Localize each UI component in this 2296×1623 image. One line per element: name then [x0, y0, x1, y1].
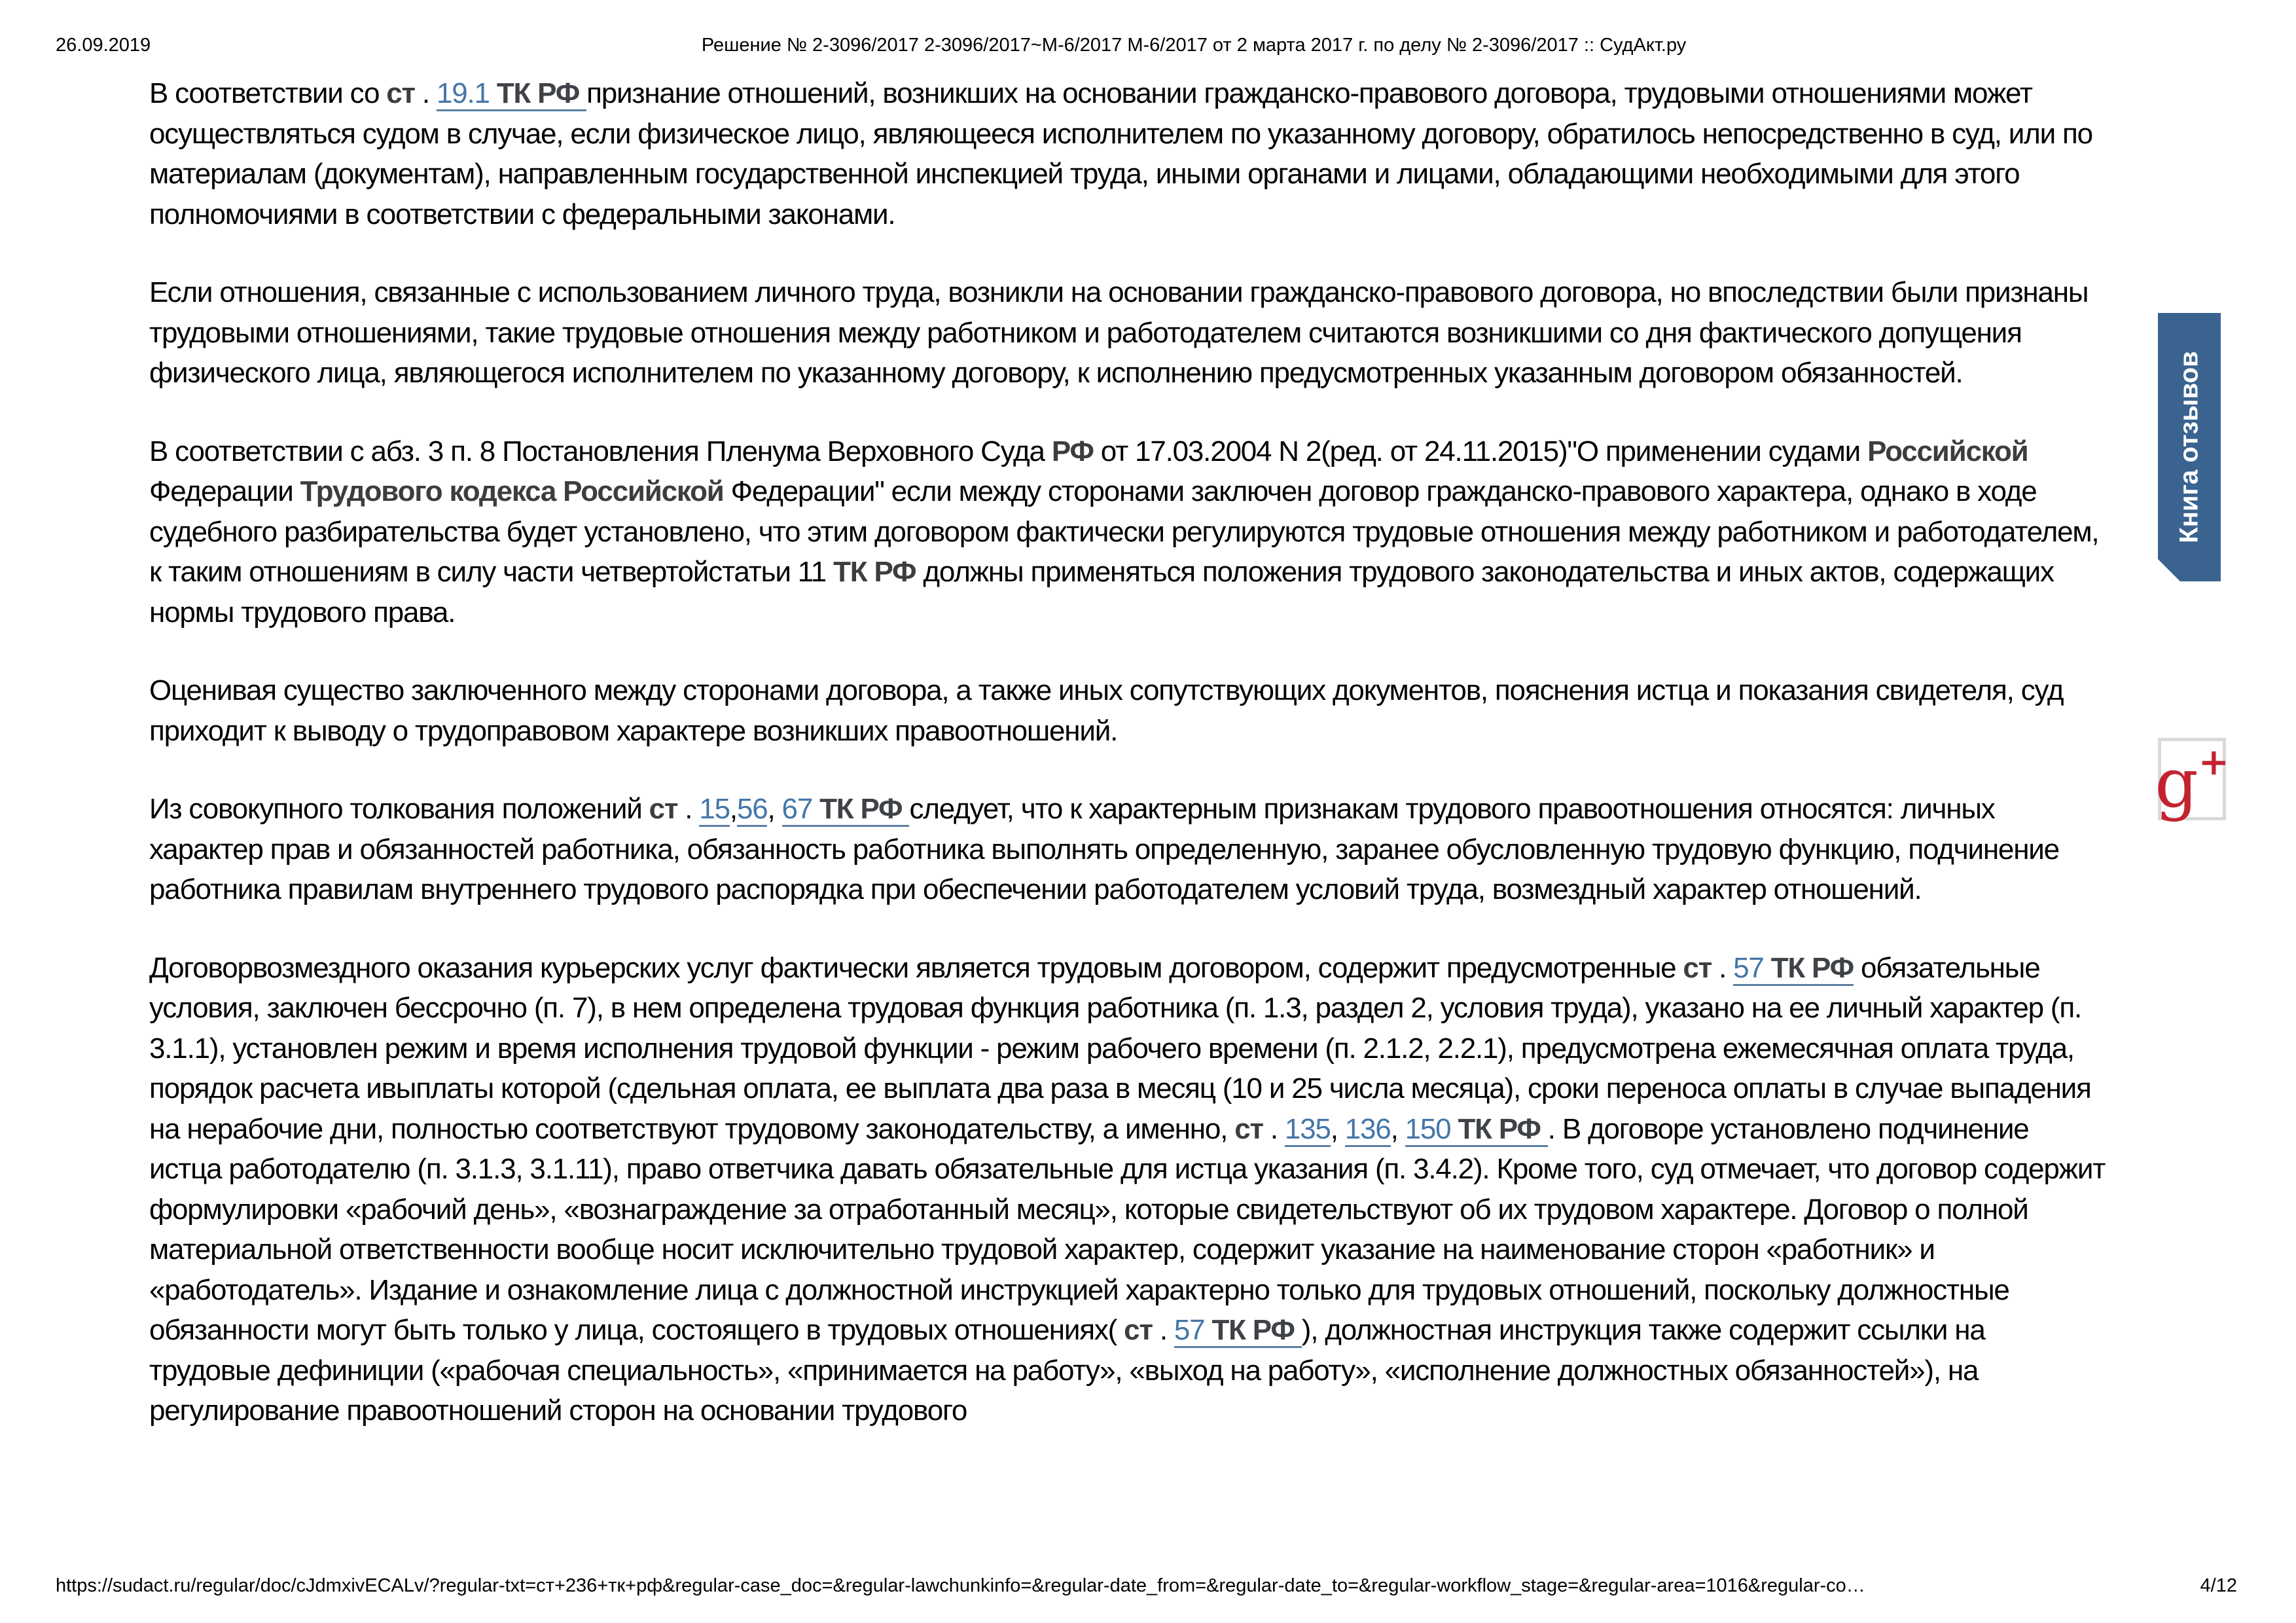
text-run: . — [677, 793, 700, 825]
text-run: В соответствии с абз. 3 п. 8 Постановления Пленума Верховного Суда — [149, 435, 1052, 467]
emphasis-text: ст — [1683, 951, 1712, 984]
print-footer — [56, 1575, 2237, 1597]
text-run: признание отношений, возникших на основании гражданско-правового договора, трудовыми отношениями может осуществляться судом в случае, если физическое лицо, являющееся исполнителем по указанному договору, обратилось непосредственно в суд, или по материалам (документам), направленным государственной инспекцией труда, иными органами и лицами, обладающими необходимыми для этого полномочиями в соответствии с федеральными законами. — [149, 77, 2092, 230]
google-plus-icon-plus: + — [2198, 740, 2229, 784]
page-number: 4/12 — [2200, 1575, 2237, 1596]
paragraph — [149, 948, 2108, 1431]
emphasis-text: Трудового кодекса Российской — [300, 475, 724, 507]
text-run: , — [1330, 1112, 1345, 1145]
paragraph — [149, 670, 2108, 751]
law-article-link[interactable]: 136 — [1345, 1113, 1391, 1147]
law-article-link[interactable]: 56 — [737, 793, 768, 827]
text-run: Федерации" если между сторонами заключен договор гражданско-правового характера, однако в ходе судебного разбирательства будет установлено, что этим договором фактически регулируются трудовые отношения между работником и работодателем, к таким отношениям в силу части четвертойстатьи 11 — [149, 475, 2099, 588]
law-article-link[interactable]: 57 — [1174, 1314, 1212, 1348]
print-date: 26.09.2019 — [56, 35, 151, 56]
text-run: , — [767, 793, 782, 825]
page-title: Решение № 2-3096/2017 2-3096/2017~М-6/2017 М-6/2017 от 2 марта 2017 г. по делу № 2-3096/2017 :: СудАкт.ру — [701, 35, 1687, 56]
paragraph — [149, 272, 2108, 393]
law-article-link[interactable]: 19.1 — [437, 77, 497, 111]
emphasis-text: ст — [1234, 1112, 1263, 1145]
law-article-link[interactable]: 57 — [1733, 952, 1771, 986]
google-plus-share-button[interactable] — [2155, 738, 2229, 823]
text-run: . — [414, 77, 437, 109]
law-article-link[interactable]: 15 — [699, 793, 730, 827]
text-run: . — [1712, 951, 1734, 984]
law-code-link[interactable]: ТК РФ — [819, 793, 909, 827]
paragraph — [149, 789, 2108, 910]
paragraph — [149, 431, 2108, 633]
text-run: должны применяться положения трудового законодательства и иных актов, содержащих нормы трудового права. — [149, 556, 2054, 629]
text-run: , — [1390, 1112, 1405, 1145]
law-code-link[interactable]: ТК РФ — [1771, 952, 1854, 986]
text-run: . — [1263, 1112, 1285, 1145]
emphasis-text: ст — [386, 77, 415, 109]
text-run: Федерации — [149, 475, 300, 507]
text-run: В соответствии со — [149, 77, 387, 109]
text-run: следует, что к характерным признакам трудового правоотношения относятся: личных характер прав и обязанностей работника, обязанность работника выполнять определенную, заранее обусловленную трудовую функцию, подчинение работника правилам внутреннего трудового распорядка при обеспечении работодателем условий труда, возмездный характер отношений. — [149, 793, 2059, 905]
law-article-link[interactable]: 67 — [782, 793, 820, 827]
feedback-book-tab[interactable] — [2158, 313, 2221, 581]
feedback-book-tab-label: Книга отзывов — [2174, 351, 2204, 543]
law-article-link[interactable]: 150 — [1405, 1113, 1458, 1147]
paragraph — [149, 73, 2108, 234]
text-run: Из совокупного толкования положений — [149, 793, 649, 825]
print-header — [56, 34, 2237, 56]
source-url: https://sudact.ru/regular/doc/cJdmxivECALv/?regular-txt=ст+236+тк+рф&regular-case_doc=&regular-lawchunkinfo=&regular-date_from=&regular-date_to=&regular-workflow_stage=&regular-area=1016&regular-co… — [56, 1575, 1865, 1596]
text-run: . — [1152, 1314, 1174, 1346]
text-run: обязательные условия, заключен бессрочно (п. 7), в нем определена трудовая функция работника (п. 1.3, раздел 2, условия труда), указано на ее личный характер (п. 3.1.1), установлен режим и время исполнения трудовой функции - режим рабочего времени (п. 2.1.2, 2.2.1), предусмотрена ежемесячная оплата труда, порядок расчета ивыплаты которой (сдельная оплата, ее выплата два раза в месяц (10 и 25 числа месяца), сроки переноса оплаты в случае выпадения на нерабочие дни, полностью соответствуют трудовому законодательству, а именно, — [149, 951, 2091, 1145]
law-article-link[interactable]: 135 — [1285, 1113, 1331, 1147]
law-code-link[interactable]: ТК РФ — [1211, 1314, 1301, 1348]
emphasis-text: ТК РФ — [833, 556, 916, 588]
law-code-link[interactable]: ТК РФ — [1458, 1113, 1547, 1147]
law-code-link[interactable]: ТК РФ — [497, 77, 586, 111]
document-body — [149, 73, 2108, 1469]
text-run: Оценивая существо заключенного между сторонами договора, а также иных сопутствующих документов, пояснения истца и показания свидетеля, суд приходит к выводу о трудоправовом характере возникших правоотношений. — [149, 674, 2064, 747]
text-run: от 17.03.2004 N 2(ред. от 24.11.2015)"О применении судами — [1093, 435, 1868, 467]
text-run: Если отношения, связанные с использованием личного труда, возникли на основании гражданско-правового договора, но впоследствии были признаны трудовыми отношениями, такие трудовые отношения между работником и работодателем считаются возникшими со дня фактического допущения физического лица, являющегося исполнителем по указанному договору, к исполнению предусмотренных указанным договором обязанностей. — [149, 276, 2089, 389]
text-run: . В договоре установлено подчинение истца работодателю (п. 3.1.3, 3.1.11), право ответчика давать обязательные для истца указания (п. 3.4.2). Кроме того, суд отмечает, что договор содержит формулировки «рабочий день», «вознаграждение за отработанный месяц», которые свидетельствуют об их трудовом характере. Договор о полной материальной ответственности вообще носит исключительно трудовой характер, содержит указание на наименование сторон «работник» и «работодатель». Издание и ознакомление лица с должностной инструкцией характерно только для трудовых отношений, поскольку должностные обязанности могут быть только у лица, состоящего в трудовых отношениях( — [149, 1112, 2106, 1346]
text-run: , — [729, 793, 737, 825]
emphasis-text: ст — [1124, 1314, 1153, 1346]
text-run: ), должностная инструкция также содержит ссылки на трудовые дефиниции («рабочая специальность», «принимается на работу», «выход на работу», «исполнение должностных обязанностей»), на регулирование правоотношений сторон на основании трудового — [149, 1314, 1985, 1427]
text-run: Договорвозмездного оказания курьерских услуг фактически является трудовым договором, содержит предусмотренные — [149, 951, 1683, 984]
google-plus-icon: g — [2155, 743, 2198, 823]
emphasis-text: РФ — [1051, 435, 1094, 467]
emphasis-text: ст — [649, 793, 678, 825]
emphasis-text: Российской — [1867, 435, 2028, 467]
